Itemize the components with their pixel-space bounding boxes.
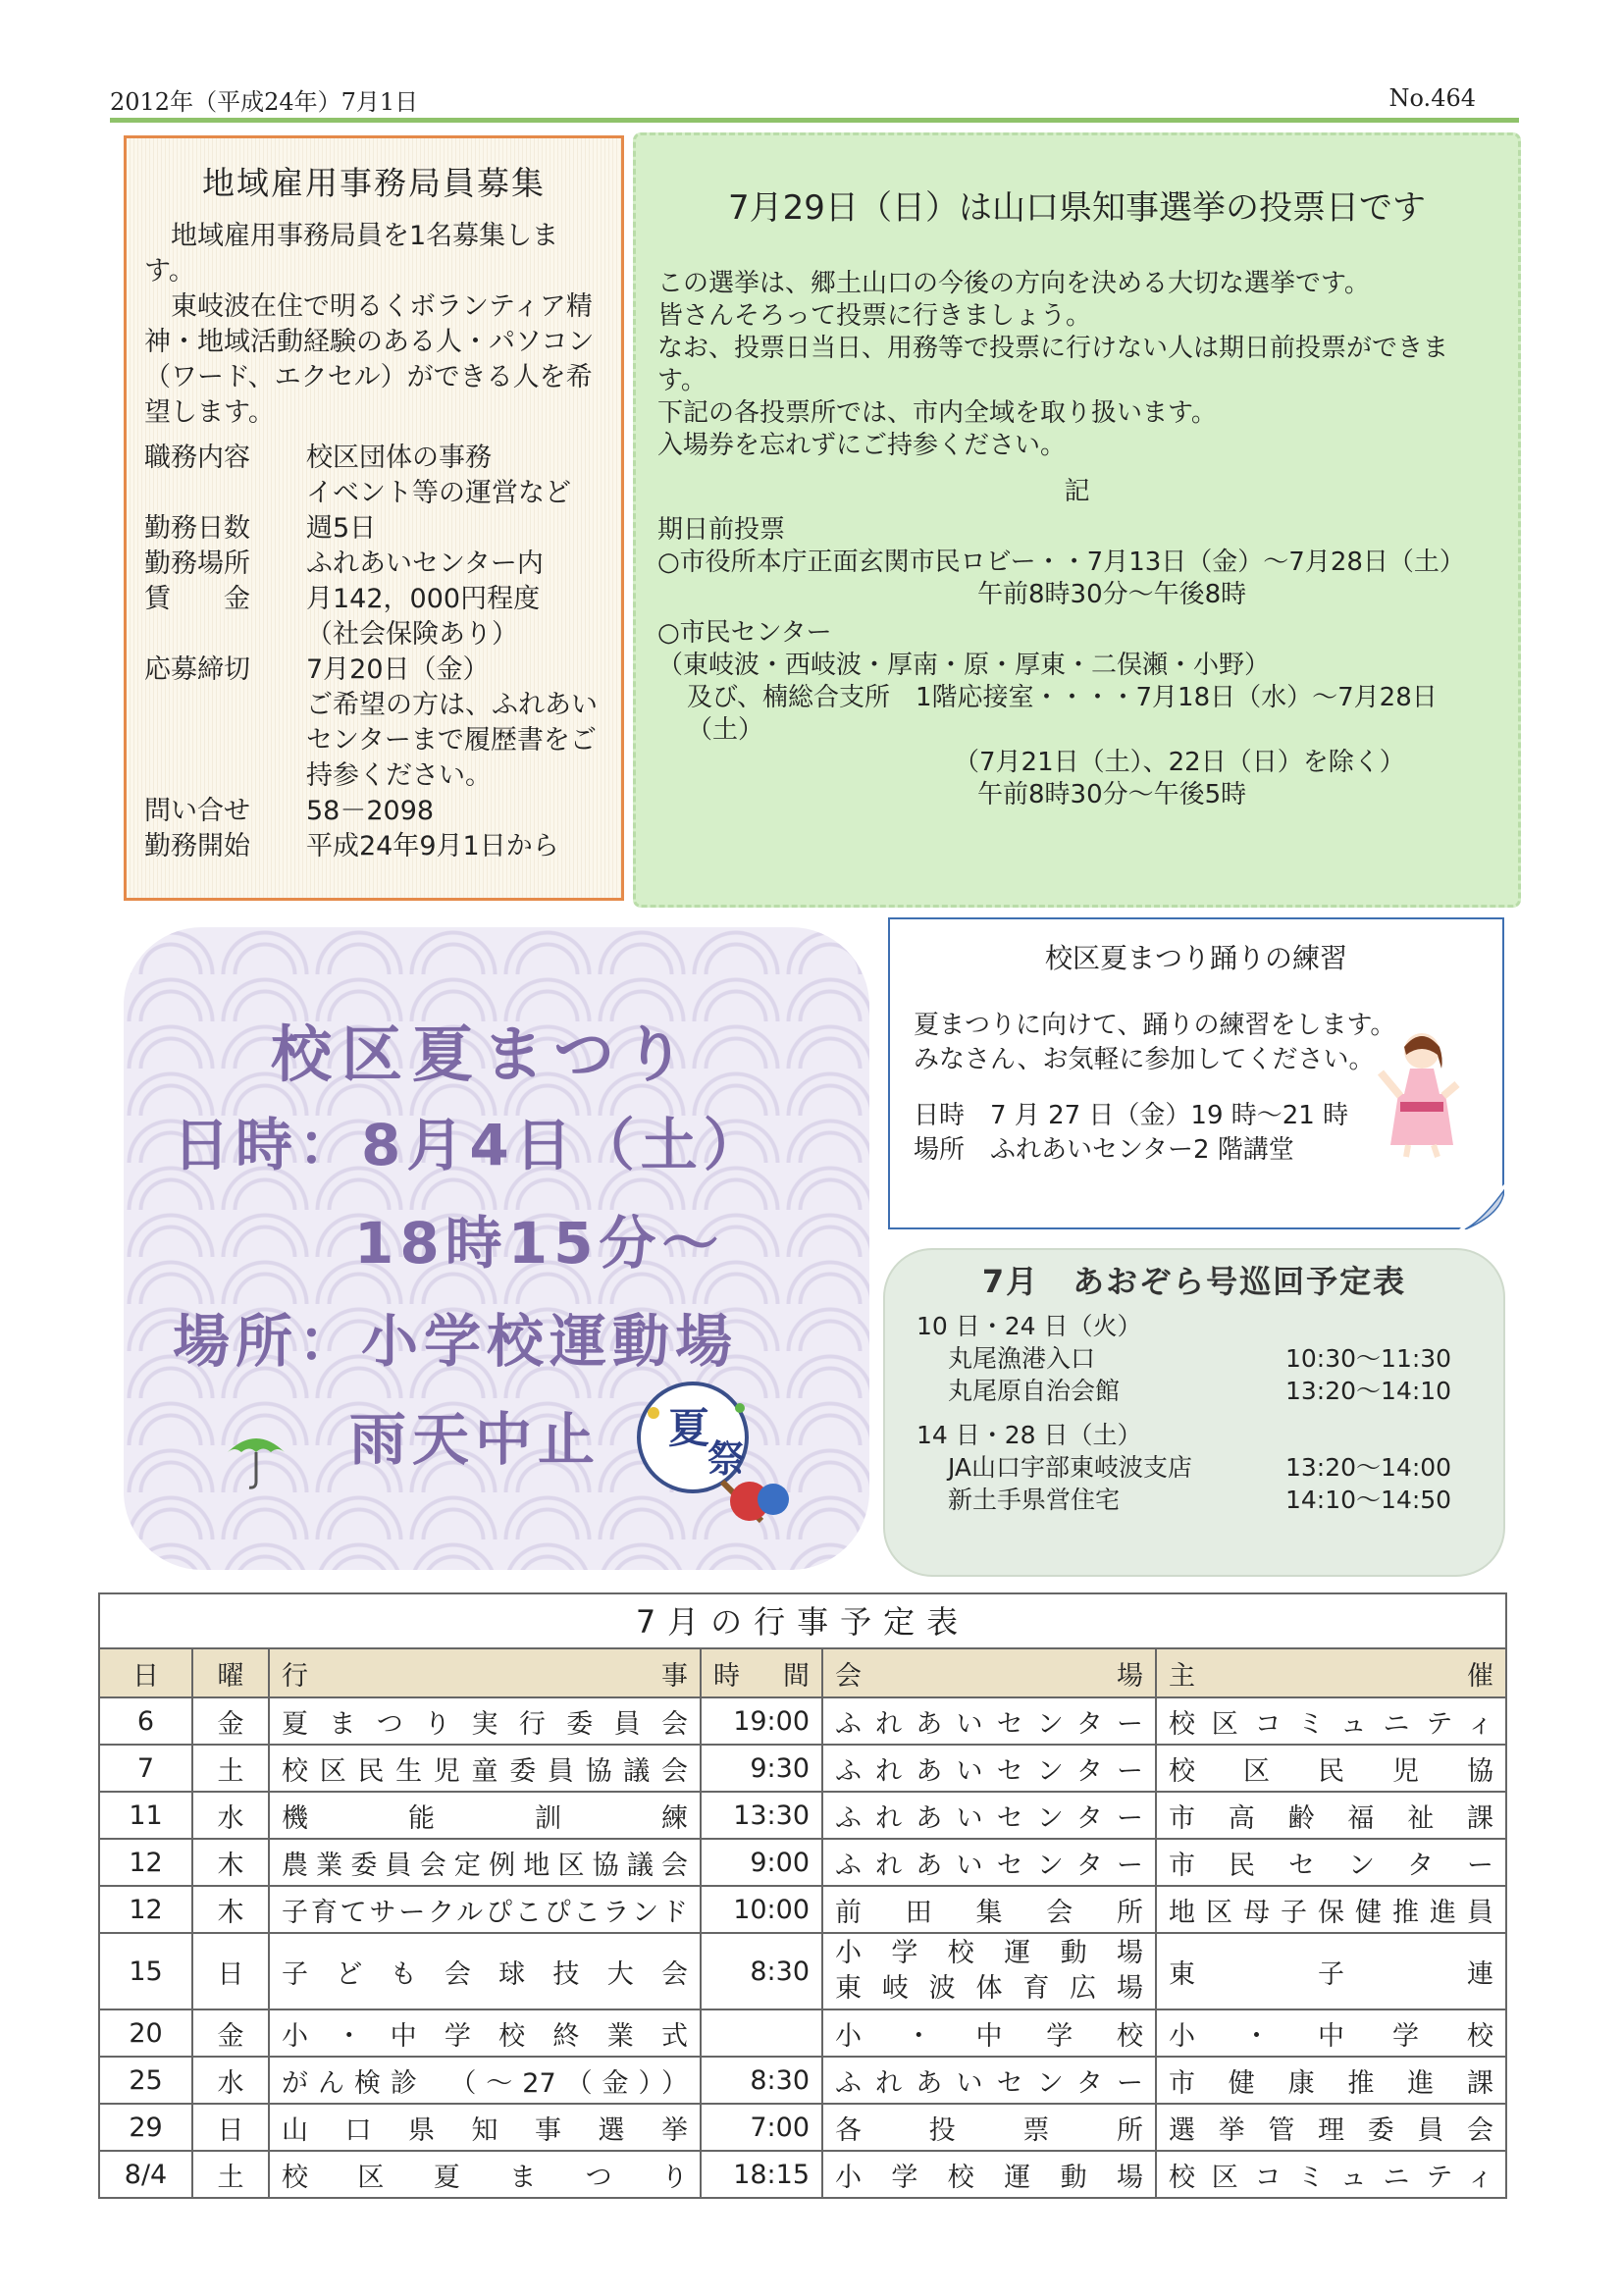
festival-fan-icon: [624, 1374, 801, 1540]
recruitment-row: 勤務開始 平成24年9月1日から: [144, 831, 559, 861]
election-paragraph: なお、投票日当日、用務等で投票に行けない人は期日前投票ができます。: [657, 334, 1449, 395]
header-time: 時間: [701, 1648, 822, 1697]
voting-location-2-exclusion: （7月21日（土）、22日（日）を除く）: [954, 748, 1405, 777]
recruitment-row: 勤務日数 週5日: [144, 513, 377, 544]
bus-stop: 丸尾漁港入口 10:30～11:30: [948, 1344, 1452, 1373]
bus-stop: 丸尾原自治会館 13:20～14:10: [948, 1377, 1452, 1405]
early-voting-label: 期日前投票: [657, 515, 786, 545]
mobile-library-schedule: [883, 1248, 1505, 1577]
table-row: 25 水 がん検診 （～27（金）） 8:30 ふれあいセンター 市健康推進課: [99, 2057, 1506, 2104]
festival-rain-notice: 雨天中止: [349, 1406, 602, 1473]
recruitment-row: ご希望の方は、ふれあいセンターまで履歴書をご持参ください。: [306, 690, 598, 791]
header-event: 行事: [269, 1648, 701, 1697]
voting-location-2-time: 午前8時30分～午後5時: [977, 780, 1247, 809]
dance-line: 夏まつりに向けて、踊りの練習をします。: [914, 1011, 1396, 1040]
header-organizer: 主催: [1156, 1648, 1506, 1697]
recruitment-intro-1: 地域雇用事務局員を1名募集します。: [144, 221, 559, 287]
bus-title: 7月 あおぞら号巡回予定表: [981, 1263, 1407, 1300]
bus-group-date: 10 日・24 日（火）: [916, 1312, 1142, 1340]
election-notice: [633, 132, 1521, 908]
recruitment-row: 問い合せ 58－2098: [144, 796, 435, 826]
recruitment-row: 賃 金 月142，000円程度: [144, 584, 541, 614]
recruitment-row: イベント等の運営など: [306, 478, 571, 508]
recruitment-row: 職務内容 校区団体の事務: [144, 443, 492, 473]
dance-title: 校区夏まつり踊りの練習: [1044, 942, 1347, 974]
header-weekday: 曜: [192, 1648, 269, 1697]
recruitment-row: 勤務場所 ふれあいセンター内: [144, 548, 544, 579]
issue-date: 2012年（平成24年）7月1日: [110, 88, 419, 116]
recruitment-title: 地域雇用事務局員募集: [202, 164, 546, 202]
table-row: 6 金 夏まつり実行委員会 19:00 ふれあいセンター 校区コミュニティ: [99, 1697, 1506, 1745]
election-title: 7月29日（日）は山口県知事選挙の投票日です: [728, 188, 1426, 228]
issue-number: No.464: [1388, 84, 1476, 112]
festival-place: 場所：小学校運動場: [173, 1308, 739, 1375]
header-venue: 会場: [822, 1648, 1156, 1697]
events-caption: 7月の行事予定表: [98, 1592, 1507, 1647]
voting-location-1-time: 午前8時30分～午後8時: [977, 580, 1247, 609]
election-paragraph: 皆さんそろって投票に行きましょう。: [657, 301, 1092, 331]
festival-title: 校区夏まつり: [271, 1018, 696, 1090]
events-schedule: [98, 1592, 1507, 2199]
festival-date: 日時：8月4日（土）: [173, 1112, 766, 1178]
umbrella-icon: [222, 1423, 290, 1491]
header-divider: [110, 118, 1519, 123]
recruitment-intro-2: 東岐波在住で明るくボランティア精神・地域活動経験のある人・パソコン（ワード、エクセル）ができる人を希望します。: [144, 291, 595, 428]
dance-practice-notice: [888, 917, 1504, 1229]
election-ki: 記: [1064, 477, 1090, 506]
dancer-illustration-icon: [1371, 1025, 1461, 1158]
table-row: 7 土 校区民生児童委員協議会 9:30 ふれあいセンター 校区民児協: [99, 1745, 1506, 1792]
bus-stop: 新土手県営住宅 14:10～14:50: [948, 1486, 1452, 1514]
festival-time: 18時15分～: [354, 1210, 725, 1277]
voting-location-2: ○市民センター: [657, 618, 832, 648]
election-paragraph: 下記の各投票所では、市内全域を取り扱います。: [657, 398, 1217, 428]
table-row: 12 木 農業委員会定例地区協議会 9:00 ふれあいセンター 市民センター: [99, 1839, 1506, 1886]
fan-text-natsu: 夏: [668, 1404, 710, 1452]
dance-where: 場所 ふれあいセンター2 階講堂: [914, 1135, 1294, 1165]
table-row: 29 日 山口県知事選挙 7:00 各投票所 選挙管理委員会: [99, 2104, 1506, 2151]
header-day: 日: [99, 1648, 192, 1697]
events-table: [98, 1647, 1507, 2199]
table-row: 12 木 子育てサークルぴこぴこランド 10:00 前田集会所 地区母子保健推進員: [99, 1886, 1506, 1933]
voting-location-2-and: 及び、楠総合支所 1階応接室・・・・7月18日（水）～7月28日（土）: [687, 683, 1438, 745]
recruitment-row: 応募締切 7月20日（金）: [144, 654, 490, 685]
table-row: 11 水 機能訓練 13:30 ふれあいセンター 市高齢福祉課: [99, 1792, 1506, 1839]
fan-text-matsuri: 祭: [707, 1437, 746, 1481]
election-paragraph: この選挙は、郷土山口の今後の方向を決める大切な選挙です。: [657, 269, 1370, 298]
dance-line: みなさん、お気軽に参加してください。: [914, 1045, 1375, 1074]
summer-festival-announcement: [124, 927, 869, 1570]
table-row: 8/4 土 校区夏まつり 18:15 小学校運動場 校区コミュニティ: [99, 2151, 1506, 2198]
page-curl-icon: [1459, 1184, 1504, 1229]
table-header-row: [99, 1648, 1506, 1697]
dance-when: 日時 7 月 27 日（金）19 時～21 時: [914, 1101, 1349, 1130]
recruitment-notice: [124, 135, 624, 901]
bus-group-date: 14 日・28 日（土）: [916, 1421, 1142, 1449]
voting-location-2-list: （東岐波・西岐波・厚南・原・厚東・二俣瀬・小野）: [657, 651, 1271, 680]
bus-stop: JA山口宇部東岐波支店 13:20～14:00: [948, 1453, 1452, 1482]
recruitment-row: （社会保険あり）: [306, 619, 518, 650]
election-paragraph: 入場券を忘れずにご持参ください。: [657, 431, 1067, 460]
voting-location-1: ○市役所本庁正面玄関市民ロビー・・7月13日（金）～7月28日（土）: [657, 548, 1465, 577]
table-row: 20 金 小・中学校終業式 小・中学校 小・中学校: [99, 2009, 1506, 2057]
table-row: 15 日 子ども会球技大会 8:30 小学校運動場 東岐波体育広場 東子連: [99, 1933, 1506, 2009]
